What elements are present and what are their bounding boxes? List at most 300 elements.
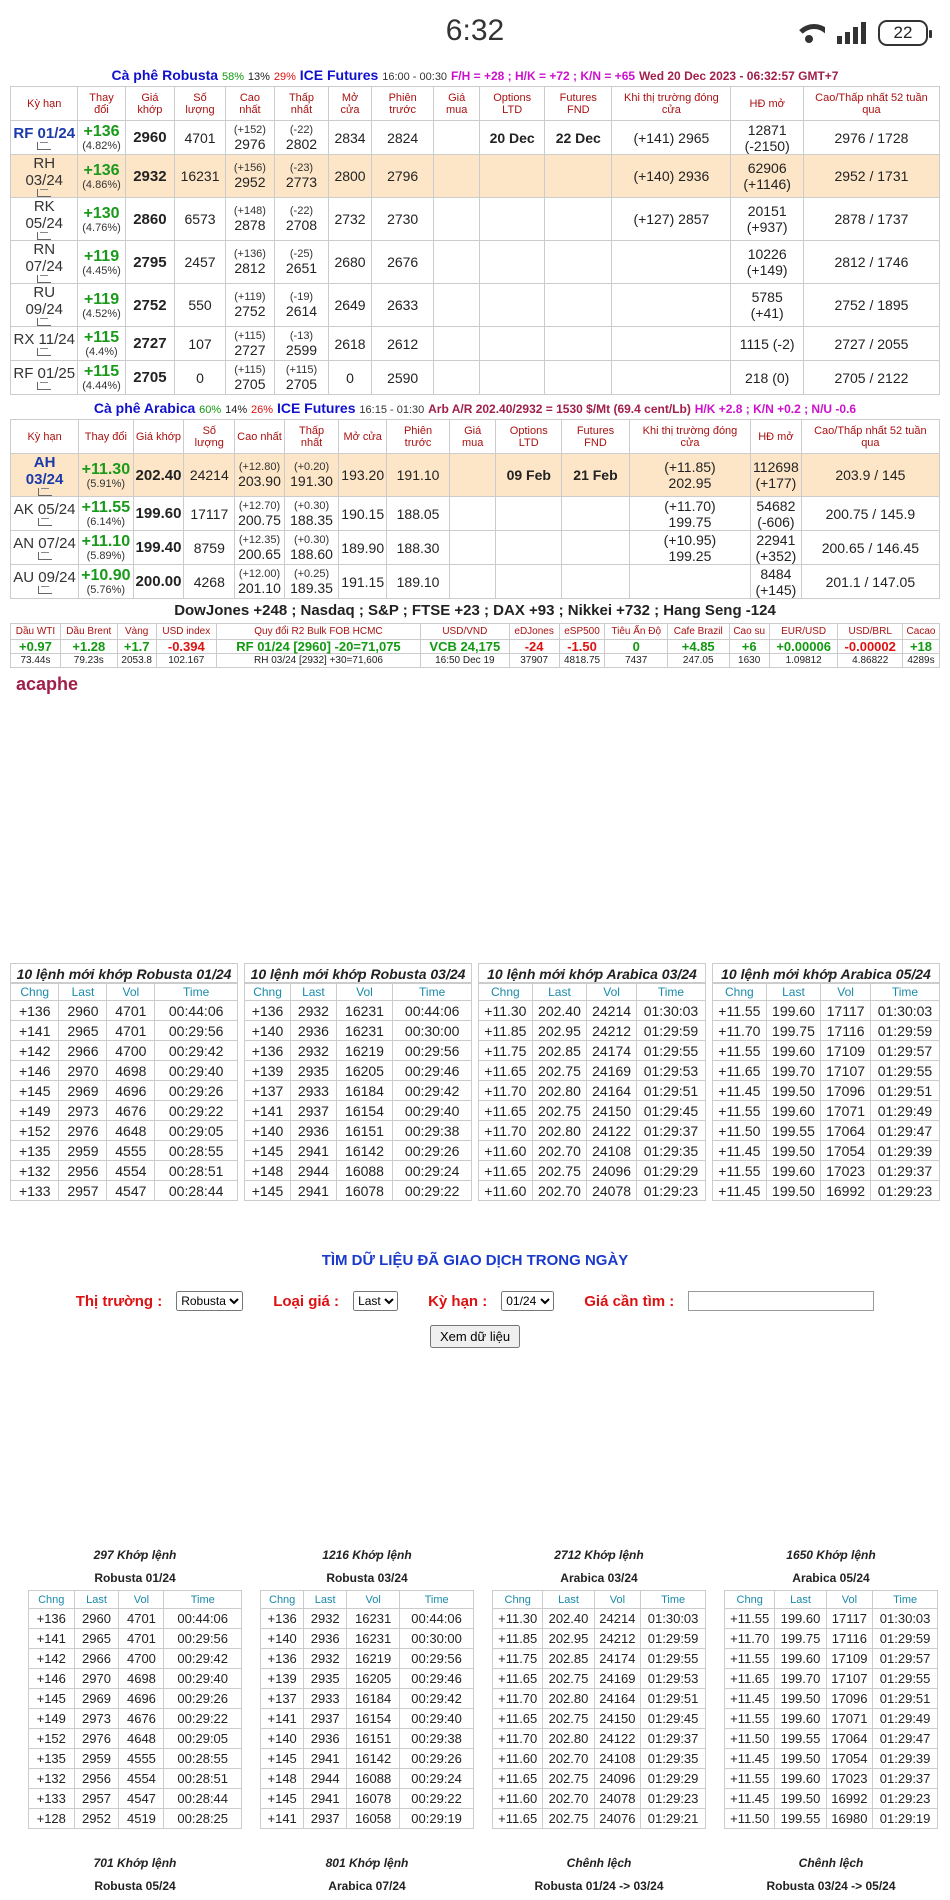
trade-panel-title: 10 lệnh mới khớp Robusta 03/24	[244, 963, 472, 983]
next-panel-title	[28, 1852, 242, 1898]
low-cell	[275, 155, 329, 198]
trade-panel	[712, 963, 940, 1201]
open-cell	[328, 361, 371, 395]
history-row	[29, 1669, 242, 1689]
high-cell	[225, 198, 274, 241]
low-cell	[275, 327, 329, 361]
history-cell: 4555	[119, 1749, 164, 1769]
close-cell	[612, 327, 731, 361]
high-cell	[235, 565, 285, 599]
fnd-cell	[562, 565, 630, 599]
history-cell: 24076	[594, 1809, 641, 1829]
trade-cell: 00:29:38	[393, 1121, 472, 1141]
history-cell: +11.65	[493, 1709, 543, 1729]
market-select[interactable]	[176, 1291, 243, 1311]
trade-row	[713, 1121, 940, 1141]
open-cell	[328, 327, 371, 361]
history-row	[29, 1809, 242, 1829]
history-cell: 202.80	[543, 1689, 594, 1709]
week52-range: 2752 / 1895	[834, 297, 909, 313]
trade-cell: 24108	[587, 1141, 637, 1161]
quote-row[interactable]	[11, 565, 940, 599]
open: 2618	[334, 335, 366, 352]
low: 2705	[285, 375, 318, 392]
history-cell: +11.45	[725, 1789, 775, 1809]
exchange-name: ICE Futures	[299, 67, 379, 83]
history-cell: 17096	[826, 1689, 873, 1709]
history-cell: 16088	[347, 1769, 400, 1789]
history-cell: 202.85	[543, 1649, 594, 1669]
trade-cell: 24078	[587, 1181, 637, 1201]
robusta-title: Cà phê Robusta	[111, 67, 219, 83]
trade-panel-title: 10 lệnh mới khớp Arabica 05/24	[712, 963, 940, 983]
history-cell: 16078	[347, 1789, 400, 1809]
oi-change: (+1146)	[743, 176, 791, 192]
low: 188.60	[290, 545, 333, 562]
trade-cell: +11.45	[713, 1141, 767, 1161]
trade-cell: 01:29:35	[636, 1141, 705, 1161]
history-cell: 00:29:38	[400, 1729, 474, 1749]
trade-cell: +148	[245, 1161, 291, 1181]
prev-close: 2796	[387, 168, 419, 184]
open-cell	[339, 565, 387, 599]
history-cell: 16058	[347, 1809, 400, 1829]
high-change: (+152)	[233, 123, 266, 136]
trade-cell: +137	[245, 1081, 291, 1101]
spreads: H/K +2.8 ; K/N +0.2 ; N/U -0.6	[694, 402, 857, 416]
history-row	[29, 1649, 242, 1669]
trade-cell: 00:29:56	[155, 1021, 238, 1041]
close-cell	[612, 284, 731, 327]
col-header: Kỳ hạn	[11, 420, 79, 454]
history-cell: 2941	[304, 1789, 347, 1809]
brand-logo[interactable]: acaphe	[16, 674, 79, 694]
trade-cell: 00:29:56	[393, 1041, 472, 1061]
trade-cell: 199.60	[766, 1161, 821, 1181]
low-change: (+0.30)	[293, 499, 330, 512]
search-title: TÌM DỮ LIỆU ĐÃ GIAO DỊCH TRONG NGÀY	[321, 1252, 629, 1269]
history-cell: 01:29:51	[873, 1689, 938, 1709]
trade-row	[245, 1081, 472, 1101]
index-change: VCB 24,175	[421, 640, 510, 654]
open-cell	[328, 121, 371, 155]
index-header: USD/VND	[421, 624, 510, 640]
price-find-input[interactable]	[688, 1291, 874, 1311]
history-cell: 24150	[594, 1709, 641, 1729]
high-change: (+115)	[234, 329, 266, 342]
trade-cell: 01:29:51	[870, 1081, 939, 1101]
trade-cell: 00:29:40	[155, 1061, 238, 1081]
history-cell: 01:29:37	[641, 1729, 706, 1749]
trade-cell: 16154	[336, 1101, 393, 1121]
trade-cell: +145	[245, 1181, 291, 1201]
quote-row[interactable]	[11, 454, 940, 497]
bid-cell	[449, 565, 495, 599]
quote-row[interactable]	[11, 361, 940, 395]
chart-icon[interactable]	[37, 382, 51, 390]
prev-cell	[387, 454, 450, 497]
history-cell: 2965	[74, 1629, 119, 1649]
prev-close: 2730	[387, 211, 419, 227]
history-cell: 00:29:22	[164, 1709, 242, 1729]
trade-cell: 2941	[291, 1141, 337, 1161]
history-cell: 00:44:06	[400, 1609, 474, 1629]
history-cell: 199.60	[775, 1609, 826, 1629]
history-cell: +11.55	[725, 1709, 775, 1729]
index-change: +1.28	[60, 640, 117, 654]
history-cell: 2970	[74, 1669, 119, 1689]
history-cell: 17117	[826, 1609, 873, 1629]
history-cell: +142	[29, 1649, 75, 1669]
options-ltd: 09 Feb	[506, 467, 551, 483]
history-cell: +11.45	[725, 1749, 775, 1769]
high-cell	[225, 361, 274, 395]
next-panel-name: Arabica 07/24	[328, 1879, 406, 1893]
trade-cell: 2976	[59, 1121, 107, 1141]
next-panel-name: Robusta 05/24	[94, 1879, 176, 1893]
ltd-cell	[480, 361, 545, 395]
history-cell: 202.70	[543, 1789, 594, 1809]
w52-cell	[803, 241, 939, 284]
recent-trades	[10, 963, 940, 1201]
quote-row[interactable]	[11, 497, 940, 531]
robusta-header	[0, 64, 950, 86]
history-row	[725, 1769, 938, 1789]
trade-cell: 2933	[291, 1081, 337, 1101]
history-col-header: Last	[74, 1591, 119, 1609]
next-panel-count[interactable]: 701 Khớp lệnh	[93, 1856, 177, 1870]
chart-icon[interactable]	[37, 189, 51, 197]
trade-cell: 01:29:55	[636, 1041, 705, 1061]
trade-col-header: Chng	[11, 984, 59, 1001]
high-change: (+148)	[233, 205, 266, 217]
status-bar	[0, 0, 950, 62]
index-value: 247.05	[667, 654, 729, 668]
high: 2952	[234, 174, 266, 190]
history-row	[261, 1629, 474, 1649]
trade-cell: +11.65	[479, 1101, 533, 1121]
col-header: Giá khớp	[133, 420, 184, 454]
history-row	[725, 1609, 938, 1629]
high-cell	[225, 121, 274, 155]
oi-change: (+177)	[755, 475, 797, 491]
change-cell	[79, 531, 133, 565]
history-cell: 2933	[304, 1689, 347, 1709]
history-cell: +146	[29, 1669, 75, 1689]
match-count[interactable]: 1216 Khớp lệnh	[322, 1548, 412, 1562]
history-row	[493, 1669, 706, 1689]
chart-icon[interactable]	[38, 586, 52, 594]
prev-close: 188.30	[396, 539, 440, 556]
ltd-cell	[480, 284, 545, 327]
quote-row[interactable]	[11, 198, 940, 241]
col-header: Số lượng	[184, 420, 235, 454]
low-cell	[275, 284, 329, 327]
open: 2649	[334, 297, 366, 313]
history-cell: 01:29:23	[641, 1789, 706, 1809]
history-cell: +11.45	[725, 1689, 775, 1709]
w52-cell	[801, 531, 939, 565]
history-cell: +11.50	[725, 1729, 775, 1749]
timestamp: Wed 20 Dec 2023 - 06:32:57 GMT+7	[638, 69, 839, 83]
col-header: Options LTD	[480, 87, 545, 121]
last-cell	[125, 241, 175, 284]
change: +119	[83, 290, 120, 308]
trade-row	[11, 1081, 238, 1101]
prev-close: 2633	[387, 297, 419, 313]
oi-cell	[731, 284, 803, 327]
quote-row[interactable]	[11, 327, 940, 361]
trade-row	[245, 1021, 472, 1041]
change-pct: (4.86%)	[82, 178, 121, 191]
term-code: RF 01/24	[13, 125, 76, 142]
chart-icon[interactable]	[38, 552, 52, 560]
history-cell: +140	[261, 1629, 304, 1649]
trade-cell: +11.70	[713, 1021, 767, 1041]
trade-panel	[244, 963, 472, 1201]
history-cell: 01:29:57	[873, 1649, 938, 1669]
quote-row[interactable]	[11, 241, 940, 284]
view-data-button[interactable]: Xem dữ liệu	[430, 1325, 520, 1348]
chart-icon[interactable]	[37, 348, 51, 356]
chart-icon[interactable]	[37, 142, 51, 150]
fnd-cell	[545, 361, 612, 395]
term-code: AN 07/24	[13, 535, 76, 552]
history-cell: 16231	[347, 1609, 400, 1629]
trade-cell: +140	[245, 1021, 291, 1041]
history-cell: 16219	[347, 1649, 400, 1669]
history-cell: 16231	[347, 1629, 400, 1649]
prev-close: 2590	[387, 369, 419, 386]
contract-name: Arabica 03/24	[560, 1571, 638, 1585]
chart-icon[interactable]	[37, 275, 51, 283]
trade-row	[245, 1001, 472, 1021]
trade-cell: +11.65	[713, 1061, 767, 1081]
trade-cell: 24174	[587, 1041, 637, 1061]
arbitrage: Arb A/R 202.40/2932 = 1530 $/Mt (69.4 cent/Lb)	[428, 402, 691, 416]
pct-flat: 14%	[225, 404, 248, 416]
history-cell: +11.55	[725, 1769, 775, 1789]
history-cell: +11.60	[493, 1749, 543, 1769]
prev-close: 2824	[387, 129, 419, 146]
term-cell	[11, 284, 78, 327]
low-change: (-19)	[289, 291, 314, 303]
history-cell: 4648	[119, 1729, 164, 1749]
low-change: (-22)	[289, 123, 314, 136]
last-cell	[125, 198, 175, 241]
futures-fnd: 22 Dec	[555, 129, 601, 146]
change-cell	[78, 121, 125, 155]
trade-cell: 202.70	[532, 1141, 587, 1161]
chart-icon[interactable]	[37, 318, 51, 326]
history-cell: +149	[29, 1709, 75, 1729]
trade-row	[245, 1101, 472, 1121]
prev-cell	[372, 121, 434, 155]
prev-close: 191.10	[396, 467, 440, 483]
w52-cell	[801, 497, 939, 531]
trade-cell: +136	[245, 1041, 291, 1061]
term-select[interactable]	[501, 1291, 554, 1311]
index-header: USD index	[156, 624, 216, 640]
trade-cell: 199.60	[766, 1101, 821, 1121]
history-cell: 199.75	[775, 1629, 826, 1649]
change-pct: (4.44%)	[82, 380, 121, 392]
trade-cell: 2932	[291, 1001, 337, 1021]
quote-row[interactable]	[11, 121, 940, 155]
last-price: 200.00	[135, 573, 182, 590]
pct-up: 58%	[221, 71, 245, 83]
trade-col-header: Vol	[821, 984, 871, 1001]
history-row	[29, 1709, 242, 1729]
high-cell	[225, 284, 274, 327]
history-cell: 01:29:53	[641, 1669, 706, 1689]
history-col-header: Last	[304, 1591, 347, 1609]
term-cell	[11, 361, 78, 395]
high: 2878	[234, 217, 266, 233]
trade-cell: 4700	[107, 1041, 155, 1061]
history-cell: 17054	[826, 1749, 873, 1769]
trade-row	[713, 1001, 940, 1021]
quote-row[interactable]	[11, 531, 940, 565]
history-row	[29, 1769, 242, 1789]
volume: 8759	[193, 539, 225, 556]
ltd-cell	[496, 497, 562, 531]
trade-cell: +11.50	[713, 1121, 767, 1141]
history-row	[261, 1789, 474, 1809]
trade-cell: 00:28:51	[155, 1161, 238, 1181]
index-header: Cafe Brazil	[667, 624, 729, 640]
low-cell	[275, 121, 329, 155]
history-cell: +128	[29, 1809, 75, 1829]
trade-cell: 24214	[587, 1001, 637, 1021]
high: 2727	[234, 341, 266, 358]
history-row	[725, 1749, 938, 1769]
low-change: (-25)	[289, 248, 314, 260]
match-count[interactable]: 2712 Khớp lệnh	[554, 1548, 644, 1562]
next-panel-title	[724, 1852, 938, 1898]
history-row	[29, 1789, 242, 1809]
trade-row	[245, 1161, 472, 1181]
close-cell	[629, 454, 750, 497]
trade-cell: 01:29:53	[636, 1061, 705, 1081]
match-count[interactable]: 1650 Khớp lệnh	[786, 1548, 876, 1562]
ltd-cell	[480, 241, 545, 284]
index-header: Cao su	[729, 624, 769, 640]
quote-row[interactable]	[11, 155, 940, 198]
index-change: +4.85	[667, 640, 729, 654]
trade-col-header: Last	[766, 984, 821, 1001]
history-cell: 01:29:51	[641, 1689, 706, 1709]
history-row	[29, 1729, 242, 1749]
history-cell: 01:29:55	[641, 1649, 706, 1669]
wifi-icon	[793, 22, 825, 44]
quote-row[interactable]	[11, 284, 940, 327]
history-cell: 199.60	[775, 1769, 826, 1789]
history-cell: 2941	[304, 1749, 347, 1769]
w52-cell	[803, 284, 939, 327]
col-header: Mở cửa	[328, 87, 371, 121]
contract-name: Arabica 05/24	[792, 1571, 870, 1585]
col-header: Số lượng	[175, 87, 226, 121]
arabica-header	[0, 397, 950, 419]
trade-cell: 202.70	[532, 1181, 587, 1201]
chart-icon[interactable]	[38, 518, 52, 526]
trade-col-header: Time	[870, 984, 939, 1001]
trade-row	[11, 1061, 238, 1081]
history-cell: 199.55	[775, 1809, 826, 1829]
open-interest: 8484	[760, 565, 792, 582]
high-cell	[225, 155, 274, 198]
low: 2651	[285, 260, 318, 276]
oi-cell	[731, 198, 803, 241]
change-pct: (4.52%)	[82, 307, 121, 320]
history-col-header: Chng	[493, 1591, 543, 1609]
index-value: 4.86822	[838, 654, 903, 668]
trade-cell: +11.45	[713, 1081, 767, 1101]
term-cell	[11, 198, 78, 241]
trade-cell: 01:30:03	[870, 1001, 939, 1021]
low-change: (+115)	[285, 363, 318, 376]
index-value: 37907	[509, 654, 559, 668]
volume-cell	[175, 121, 226, 155]
last-price: 2705	[133, 369, 167, 386]
history-col-header: Vol	[594, 1591, 641, 1609]
history-row	[725, 1789, 938, 1809]
trading-hours: 16:15 - 01:30	[359, 404, 425, 416]
next-panel-count[interactable]: Chênh lệch	[798, 1856, 864, 1870]
term-cell	[11, 497, 79, 531]
pct-down: 26%	[251, 404, 274, 416]
trade-cell: +145	[11, 1081, 59, 1101]
trade-cell: +141	[11, 1021, 59, 1041]
history-cell: 24214	[594, 1609, 641, 1629]
history-cell: 00:44:06	[164, 1609, 242, 1629]
trade-cell: 2969	[59, 1081, 107, 1101]
match-count[interactable]: 297 Khớp lệnh	[93, 1548, 177, 1562]
history-cell: 01:29:47	[873, 1729, 938, 1749]
history-panel	[724, 1544, 938, 1829]
history-cell: 01:29:55	[873, 1669, 938, 1689]
trade-cell: +11.65	[479, 1161, 533, 1181]
chart-icon[interactable]	[38, 488, 52, 496]
history-cell: 00:29:22	[400, 1789, 474, 1809]
fnd-cell	[562, 454, 630, 497]
low-change: (-22)	[289, 205, 314, 217]
trade-row	[713, 1101, 940, 1121]
high: 200.65	[238, 545, 281, 562]
trade-cell: 2960	[59, 1001, 107, 1021]
history-col-header: Vol	[119, 1591, 164, 1609]
low: 2773	[285, 174, 318, 190]
trade-row	[479, 1101, 706, 1121]
history-cell: 00:28:55	[164, 1749, 242, 1769]
trade-cell: 01:29:47	[870, 1121, 939, 1141]
history-row	[493, 1689, 706, 1709]
change-cell	[78, 361, 125, 395]
change-pct: (5.89%)	[86, 550, 126, 562]
trade-cell: 16231	[336, 1021, 393, 1041]
open: 2834	[334, 129, 366, 146]
week52-range: 2878 / 1737	[834, 211, 909, 227]
next-panel-count[interactable]: 801 Khớp lệnh	[325, 1856, 409, 1870]
ltd-cell	[496, 565, 562, 599]
price-type-select[interactable]	[353, 1291, 398, 1311]
last-cell	[133, 454, 184, 497]
trade-row	[245, 1141, 472, 1161]
next-panel-count[interactable]: Chênh lệch	[566, 1856, 632, 1870]
chart-icon[interactable]	[37, 232, 51, 240]
history-cell: +11.65	[493, 1809, 543, 1829]
